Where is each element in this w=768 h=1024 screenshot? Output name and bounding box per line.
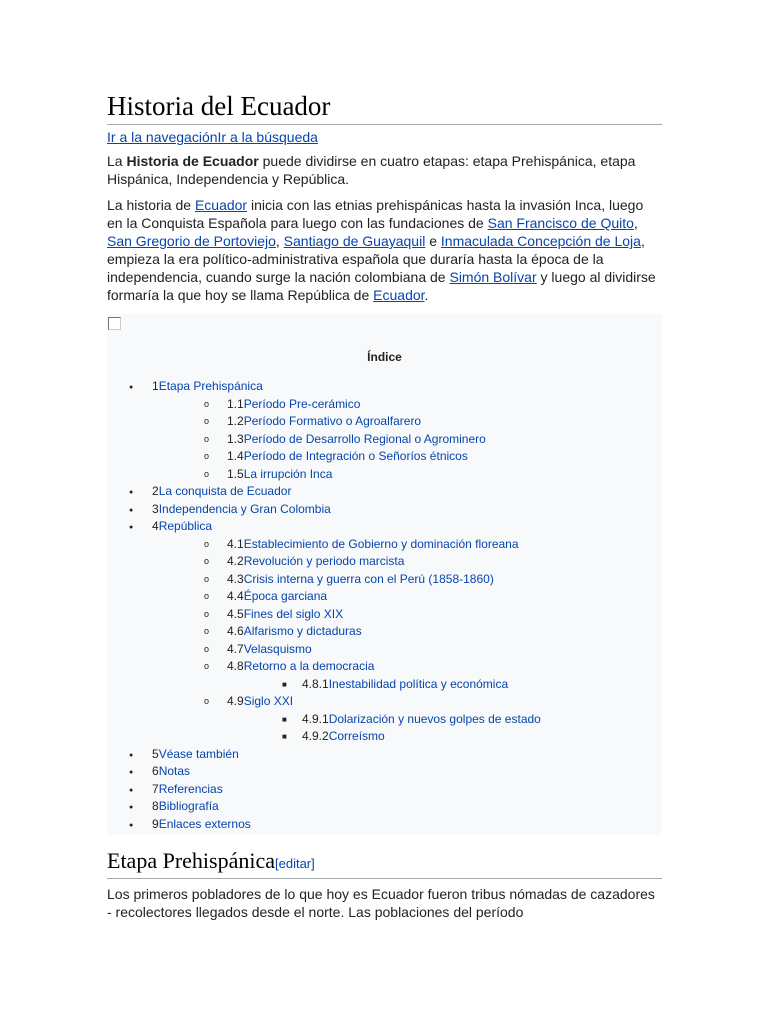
toc-item[interactable] [107,553,662,571]
bullet-icon: o [204,591,210,601]
inline-link[interactable]: San Francisco de Quito [487,215,634,231]
toc-link[interactable]: Retorno a la democracia [243,659,375,673]
inline-link[interactable]: Santiago de Guayaquil [283,233,426,249]
toc-item[interactable] [107,501,662,519]
toc-number: 4.2 [227,554,244,568]
toc-item[interactable] [107,431,662,449]
toc-item[interactable] [107,693,662,711]
paragraph-text: , [275,233,284,249]
paragraph-text: y luego al dividirse formaría la que hoy se llama República de [107,269,656,303]
toc-link[interactable]: Alfarismo y dictaduras [243,624,362,638]
inline-link[interactable]: Inmaculada Concepción de Loja [440,233,641,249]
toc-number: 7 [152,781,159,796]
toc-number: 1.4 [227,449,244,463]
toc-list [107,378,662,833]
toc-toggle-checkbox[interactable] [108,317,121,330]
article [107,90,662,929]
toc-link[interactable]: Velasquismo [243,641,312,656]
toc-number: 4.5 [227,606,244,621]
bullet-icon: ■ [282,714,287,724]
bullet-icon: o [204,398,210,409]
toc-link[interactable]: República [158,519,213,533]
toc-item[interactable] [107,378,662,396]
jump-to-search-link[interactable]: Ir a la búsqueda [217,129,318,145]
section-paragraph: Los primeros pobladores de lo que hoy es Ecuador fueron tribus nómadas de cazadores - recolectores llegados desde el norte. Las poblaciones del período [107,886,655,920]
bullet-icon: o [204,643,210,654]
bullet-icon: o [204,433,210,444]
bullet-icon: ● [129,821,134,829]
toc-item[interactable] [107,676,662,694]
toc-link[interactable]: Revolución y periodo marcista [243,554,405,568]
bullet-icon: o [204,468,210,479]
toc-link[interactable]: Correísmo [328,729,385,743]
toc-number: 4.6 [227,624,244,638]
bullet-icon: o [204,608,210,619]
bullet-icon: ● [129,524,134,531]
paragraph-text: La historia de [107,197,195,213]
toc-number: 4.8 [227,659,244,673]
bullet-icon: ● [129,769,134,776]
toc-link[interactable]: Período Formativo o Agroalfarero [243,414,422,428]
toc-item[interactable] [107,536,662,554]
intro-paragraph-1 [107,152,662,188]
section-heading-text: Etapa Prehispánica [107,848,275,873]
toc-link[interactable]: Época garciana [243,589,328,603]
toc-item[interactable] [107,711,662,729]
toc-item[interactable] [107,571,662,589]
inline-link[interactable]: Ecuador [194,197,248,213]
paragraph-text: , [633,215,638,231]
toc-item[interactable] [107,606,662,624]
toc-item[interactable] [107,658,662,676]
inline-link[interactable]: Ecuador [373,287,425,303]
toc-item[interactable] [107,746,662,764]
toc-item[interactable] [107,413,662,431]
page-title: Historia del Ecuador [107,90,662,125]
paragraph-text: e [425,233,441,249]
toc-link[interactable]: Referencias [158,781,223,796]
toc-link[interactable]: Dolarización y nuevos golpes de estado [328,711,541,726]
toc-number: 3 [152,501,159,516]
toc-item[interactable] [107,641,662,659]
bullet-icon: ● [129,786,134,794]
toc-item[interactable] [107,798,662,816]
toc-link[interactable]: Fines del siglo XIX [243,606,344,621]
bullet-icon: o [204,451,210,461]
toc-link[interactable]: Enlaces externos [158,816,251,831]
toc-item[interactable] [107,466,662,484]
jump-to-navigation-link[interactable]: Ir a la navegación [107,129,218,145]
bullet-icon: o [204,416,210,426]
toc-number: 4.3 [227,571,244,586]
toc-item[interactable] [107,763,662,781]
bullet-icon: ■ [282,679,287,689]
bullet-icon: o [204,696,210,706]
table-of-contents [107,314,662,835]
toc-item[interactable] [107,483,662,501]
toc-number: 1.2 [227,414,244,428]
toc-number: 4.7 [227,641,244,656]
toc-link[interactable]: Independencia y Gran Colombia [158,501,331,516]
toc-link[interactable]: La irrupción Inca [243,466,333,481]
paragraph-text: , empieza la era político-administrativa española que duraría hasta la época de la independencia, cuando surge la nación colombiana de [107,233,645,285]
toc-title: Índice [367,350,402,364]
toc-link[interactable]: Inestabilidad política y económica [328,676,509,691]
bullet-icon: ■ [282,732,287,741]
bullet-icon: o [204,661,210,671]
inline-link[interactable]: San Gregorio de Portoviejo [107,233,276,249]
toc-item[interactable] [107,448,662,466]
toc-link[interactable]: Establecimiento de Gobierno y dominación floreana [243,536,519,551]
toc-item[interactable] [107,588,662,606]
toc-link[interactable]: Notas [158,764,191,778]
paragraph-text: . [424,287,429,303]
bullet-icon: o [204,626,210,636]
toc-link[interactable]: Crisis interna y guerra con el Perú (1858-1860) [243,571,494,586]
bullet-icon: o [204,573,210,584]
toc-number: 4.4 [227,589,244,603]
toc-item[interactable] [107,781,662,799]
intro-bold-title: Historia de Ecuador [126,153,259,169]
edit-section-link[interactable]: [editar] [275,856,315,871]
toc-number: 4.1 [227,536,244,551]
paragraph-text: inicia con las etnias prehispánicas hasta la invasión Inca, luego en la Conquista Española para luego con las fundaciones de [107,197,644,231]
section-heading [107,847,662,879]
jump-links [107,128,662,146]
toc-item[interactable] [107,396,662,414]
toc-number: 4.9 [227,694,244,708]
intro-text: La [107,153,127,169]
toc-number: 4.9.1 [302,711,329,726]
toc-number: 1.3 [227,431,244,446]
toc-link[interactable]: Período Pre-cerámico [243,396,361,411]
toc-number: 4.9.2 [302,729,329,743]
toc-link[interactable]: Período de Integración o Señoríos étnicos [243,449,468,463]
toc-item[interactable] [107,623,662,641]
intro-text: puede dividirse en cuatro etapas: etapa Prehispánica, etapa Hispánica, Independencia y República. [107,153,636,187]
toc-link[interactable]: Etapa Prehispánica [158,379,263,393]
bullet-icon: o [204,538,210,549]
bullet-icon: ● [129,489,134,496]
intro-paragraph-2 [107,196,662,304]
bullet-icon: o [204,556,210,566]
toc-number: 4.8.1 [302,676,329,691]
toc-number: 6 [152,764,159,778]
bullet-icon: ● [129,384,134,391]
toc-item[interactable] [107,728,662,746]
bullet-icon: ● [129,804,134,811]
toc-number: 4 [152,519,159,533]
toc-item[interactable] [107,816,662,834]
toc-number: 5 [152,746,159,761]
bullet-icon: ● [129,506,134,514]
toc-number: 1.5 [227,466,244,481]
toc-link[interactable]: La conquista de Ecuador [158,484,292,498]
toc-item[interactable] [107,518,662,536]
toc-link[interactable]: Siglo XXI [243,694,294,708]
toc-number: 1 [152,379,159,393]
toc-link[interactable]: Período de Desarrollo Regional o Agrominero [243,431,486,446]
toc-number: 1.1 [227,396,244,411]
toc-number: 9 [152,816,159,831]
toc-number: 2 [152,484,159,498]
toc-link[interactable]: Bibliografía [158,799,219,813]
bullet-icon: ● [129,751,134,759]
toc-link[interactable]: Véase también [158,746,239,761]
toc-number: 8 [152,799,159,813]
inline-link[interactable]: Simón Bolívar [449,269,537,285]
